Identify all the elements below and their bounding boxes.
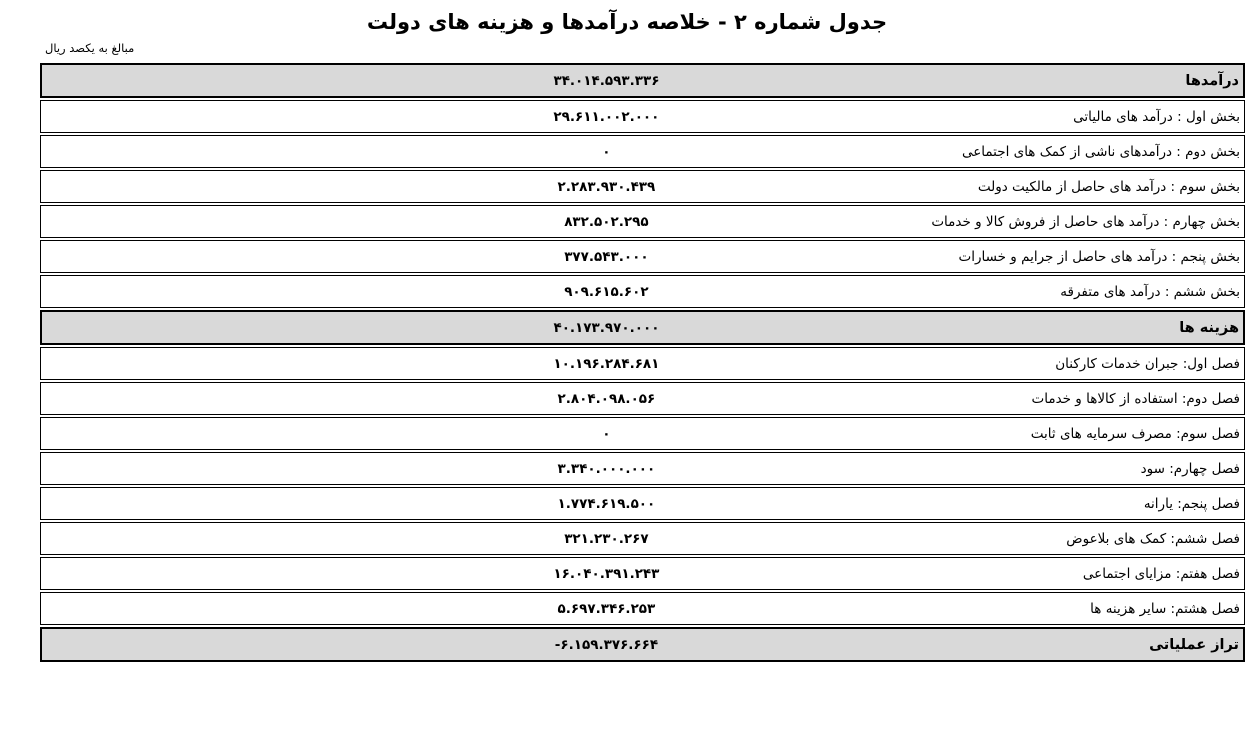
- row-value: ۸۳۲.۵۰۲.۲۹۵: [564, 213, 649, 230]
- row-label: بخش دوم : درآمدهای ناشی از کمک های اجتماعی: [961, 143, 1240, 160]
- row-value: ۰: [602, 143, 611, 160]
- row-label: فصل ششم: کمک های بلاعوض: [1066, 530, 1240, 547]
- page-title: جدول شماره ۲ - خلاصه درآمدها و هزینه های دولت: [366, 10, 888, 34]
- table-row: [40, 347, 1245, 380]
- table-row: [40, 170, 1245, 203]
- table-row: [40, 522, 1245, 555]
- row-label: بخش چهارم : درآمد های حاصل از فروش کالا و خدمات: [931, 213, 1240, 230]
- row-label: بخش پنجم : درآمد های حاصل از جرایم و خسارات: [958, 248, 1240, 265]
- row-label: بخش ششم : درآمد های متفرقه: [1060, 283, 1240, 300]
- table-row: [40, 240, 1245, 273]
- row-label: بخش اول : درآمد های مالیاتی: [1073, 108, 1240, 125]
- table-row: [40, 382, 1245, 415]
- unit-note: مبالغ به یکصد ریال: [45, 41, 135, 55]
- row-value: ۳.۳۴۰.۰۰۰.۰۰۰: [557, 460, 656, 477]
- table-row: [40, 452, 1245, 485]
- row-label: درآمدها: [1185, 72, 1239, 89]
- row-label: فصل چهارم: سود: [1140, 460, 1240, 477]
- table-row: [40, 100, 1245, 133]
- row-value: ۲.۸۰۴.۰۹۸.۰۵۶: [557, 390, 656, 407]
- table-row: [40, 417, 1245, 450]
- table-row: [40, 275, 1245, 308]
- table-row: [40, 627, 1245, 662]
- table-row: [40, 63, 1245, 98]
- row-label: بخش سوم : درآمد های حاصل از مالکیت دولت: [977, 178, 1240, 195]
- row-label: فصل سوم: مصرف سرمایه های ثابت: [1030, 425, 1240, 442]
- row-value: ۵.۶۹۷.۳۴۶.۲۵۳: [557, 600, 656, 617]
- row-label: هزینه ها: [1179, 319, 1239, 336]
- row-label: فصل پنجم: یارانه: [1143, 495, 1240, 512]
- row-value: ۲۹.۶۱۱.۰۰۲.۰۰۰: [553, 108, 660, 125]
- table-row: [40, 205, 1245, 238]
- row-value: ۱۰.۱۹۶.۲۸۴.۶۸۱: [553, 355, 660, 372]
- row-value: ۲.۲۸۳.۹۳۰.۴۳۹: [557, 178, 656, 195]
- row-value: ۰: [602, 425, 611, 442]
- summary-table: [40, 63, 1245, 664]
- row-value: ۱۶.۰۴۰.۳۹۱.۲۴۳: [553, 565, 660, 582]
- row-label: فصل هشتم: سایر هزینه ها: [1090, 600, 1240, 617]
- row-value: ۹۰۹.۶۱۵.۶۰۲: [564, 283, 649, 300]
- row-label: فصل دوم: استفاده از کالاها و خدمات: [1031, 390, 1240, 407]
- table-row: [40, 135, 1245, 168]
- row-value: ۴۰.۱۷۳.۹۷۰.۰۰۰: [553, 319, 660, 336]
- row-value: ۳۲۱.۲۳۰.۲۶۷: [564, 530, 649, 547]
- row-value: ۳۷۷.۵۴۳.۰۰۰: [564, 248, 649, 265]
- table-row: [40, 557, 1245, 590]
- row-value: -۶.۱۵۹.۳۷۶.۶۶۴: [554, 636, 659, 653]
- row-label: فصل هفتم: مزایای اجتماعی: [1082, 565, 1240, 582]
- table-row: [40, 310, 1245, 345]
- table-row: [40, 592, 1245, 625]
- row-value: ۳۴.۰۱۴.۵۹۳.۳۳۶: [553, 72, 660, 89]
- table-row: [40, 487, 1245, 520]
- row-label: تراز عملیاتی: [1149, 636, 1239, 653]
- row-value: ۱.۷۷۴.۶۱۹.۵۰۰: [557, 495, 656, 512]
- row-label: فصل اول: جبران خدمات کارکنان: [1055, 355, 1240, 372]
